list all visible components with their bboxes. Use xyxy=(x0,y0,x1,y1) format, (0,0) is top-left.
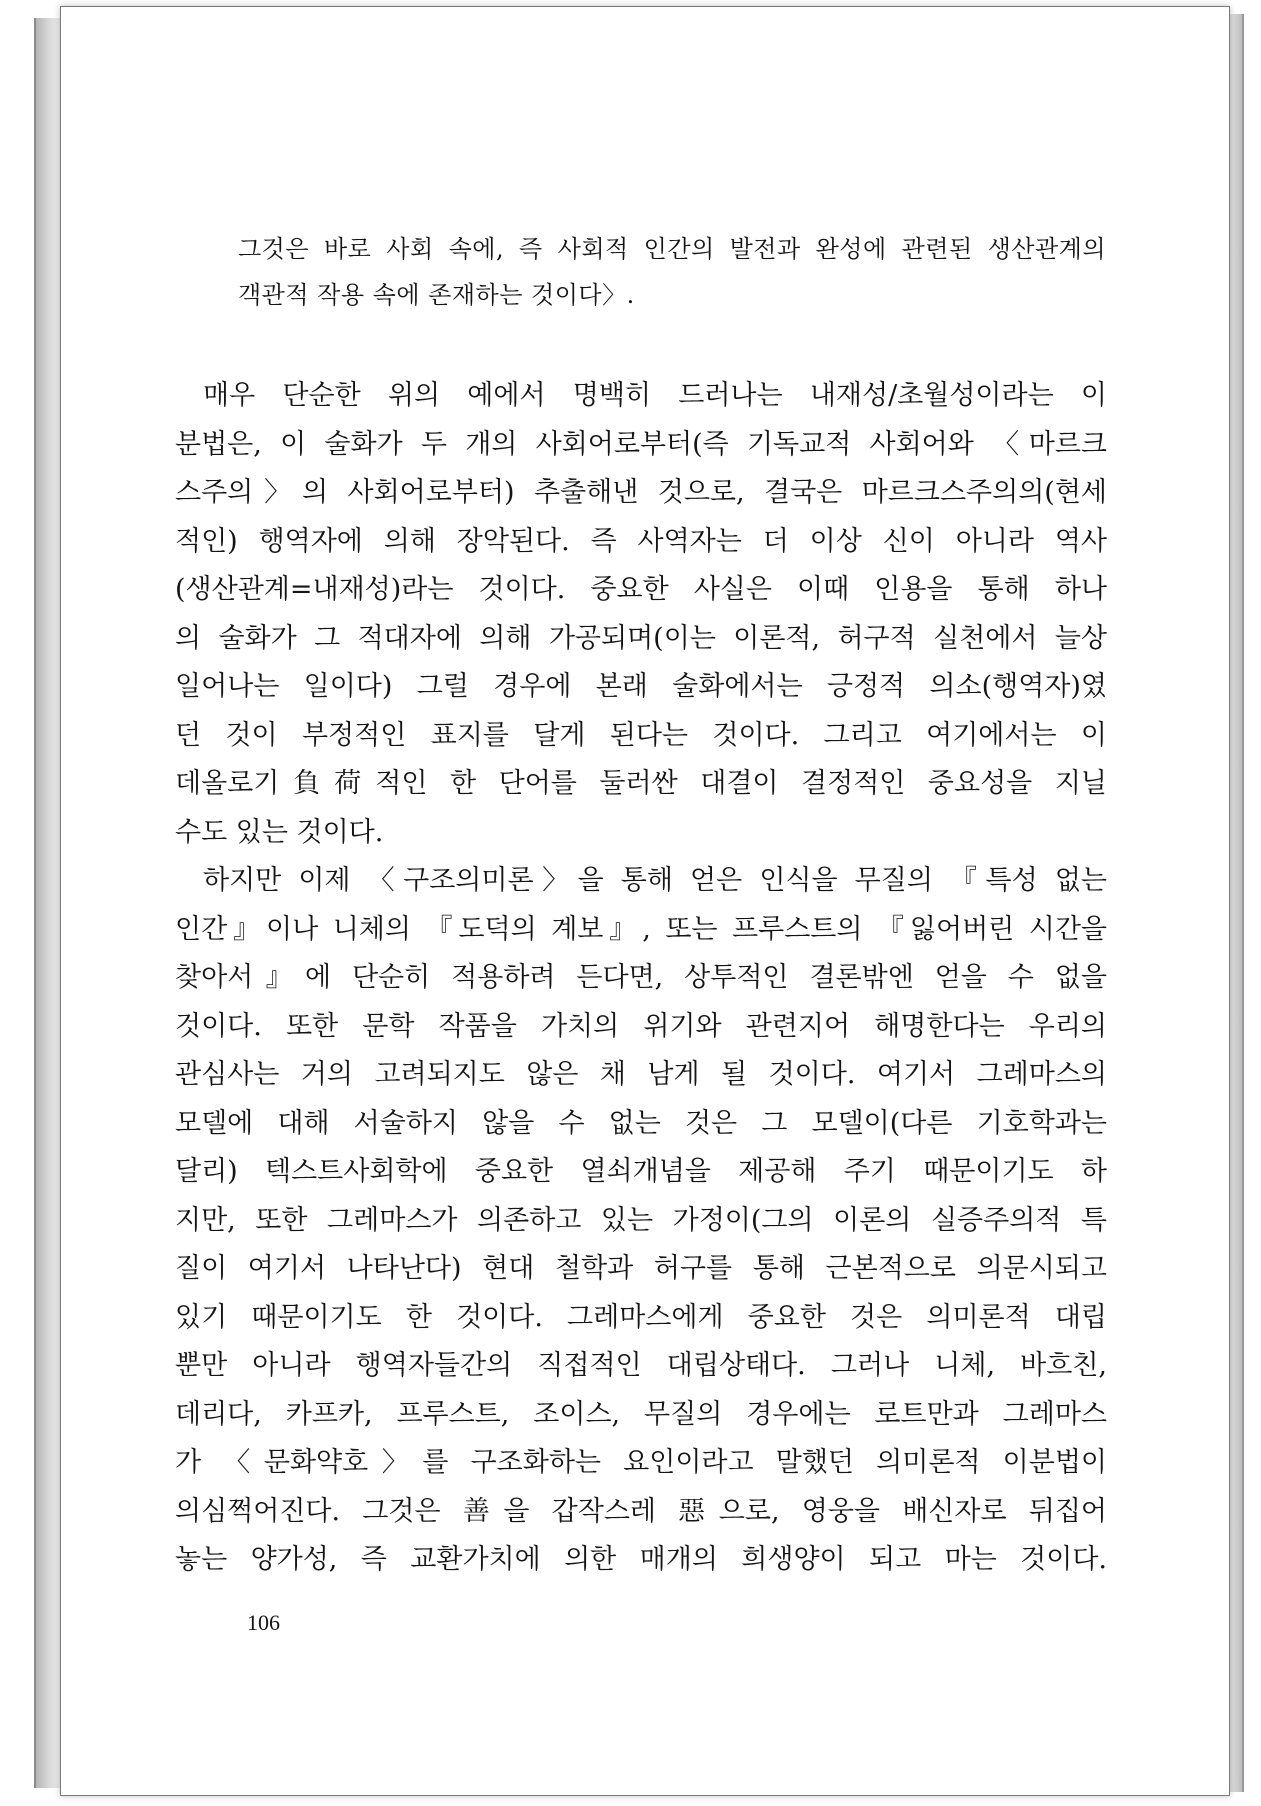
body-line: 던 것이 부정적인 표지를 달게 된다는 것이다. 그리고 여기에서는 이 xyxy=(175,719,1107,751)
body-line: 가 〈문화약호〉를 구조화하는 요인이라고 말했던 의미론적 이분법이 xyxy=(175,1447,1107,1478)
body-line: 질이 여기서 나타난다) 현대 철학과 허구를 통해 근본적으로 의문시되고 xyxy=(175,1253,1107,1284)
body-line: 적인) 행역자에 의해 장악된다. 즉 사역자는 더 이상 신이 아니라 역사 xyxy=(175,525,1107,557)
body-line: 스주의〉의 사회어로부터) 추출해낸 것으로, 결국은 마르크스주의의(현세 xyxy=(175,477,1107,508)
body-line: 분법은, 이 술화가 두 개의 사회어로부터(즉 기독교적 사회어와 〈마르크 xyxy=(175,428,1107,460)
body-line: (생산관계=내재성)라는 것이다. 중요한 사실은 이때 인용을 통해 하나 xyxy=(175,574,1107,605)
body-line: 일어나는 일이다) 그럴 경우에 본래 술화에서는 긍정적 의소(행역자)였 xyxy=(175,671,1107,702)
body-line: 데올로기負荷적인 한 단어를 둘러싼 대결이 결정적인 중요성을 지닐 xyxy=(175,768,1107,799)
body-text xyxy=(175,372,1107,1585)
body-line: 수도 있는 것이다. xyxy=(175,816,384,848)
body-line: 놓는 양가성, 즉 교환가치에 의한 매개의 희생양이 되고 마는 것이다. xyxy=(175,1544,1107,1575)
body-line: 모델에 대해 서술하지 않을 수 없는 것은 그 모델이(다른 기호학과는 xyxy=(175,1107,1107,1139)
quote-line: 객관적 작용 속에 존재하는 것이다〉. xyxy=(238,281,635,309)
body-line: 찾아서』에 단순히 적용하려 든다면, 상투적인 결론밖엔 얻을 수 없을 xyxy=(175,962,1107,993)
body-line: 달리) 텍스트사회학에 중요한 열쇠개념을 제공해 주기 때문이기도 하 xyxy=(175,1156,1107,1187)
body-line: 매우 단순한 위의 예에서 명백히 드러나는 내재성/초월성이라는 이 xyxy=(203,380,1107,411)
body-line: 뿐만 아니라 행역자들간의 직접적인 대립상태다. 그러나 니체, 바흐친, xyxy=(175,1350,1107,1381)
body-line: 하지만 이제 〈구조의미론〉을 통해 얻은 인식을 무질의 『특성 없는 xyxy=(203,865,1107,896)
body-line: 의심쩍어진다. 그것은 善을 갑작스레 惡으로, 영웅을 배신자로 뒤집어 xyxy=(175,1495,1107,1527)
body-line: 의 술화가 그 적대자에 의해 가공되며(이는 이론적, 허구적 실천에서 늘상 xyxy=(175,622,1107,654)
quote-line: 그것은 바로 사회 속에, 즉 사회적 인간의 발전과 완성에 관련된 생산관계의 xyxy=(238,235,1106,263)
body-line: 있기 때문이기도 한 것이다. 그레마스에게 중요한 것은 의미론적 대립 xyxy=(175,1301,1107,1333)
body-line: 것이다. 또한 문학 작품을 가치의 위기와 관련지어 해명한다는 우리의 xyxy=(175,1010,1107,1042)
block-quote xyxy=(238,226,1106,318)
body-line: 데리다, 카프카, 프루스트, 조이스, 무질의 경우에는 로트만과 그레마스 xyxy=(175,1398,1107,1430)
body-line: 지만, 또한 그레마스가 의존하고 있는 가정이(그의 이론의 실증주의적 특 xyxy=(175,1204,1107,1236)
body-line: 인간』이나 니체의 『도덕의 계보』, 또는 프루스트의 『잃어버린 시간을 xyxy=(175,913,1107,945)
body-line: 관심사는 거의 고려되지도 않은 채 남게 될 것이다. 여기서 그레마스의 xyxy=(175,1059,1107,1090)
page-number: 106 xyxy=(247,1610,280,1635)
